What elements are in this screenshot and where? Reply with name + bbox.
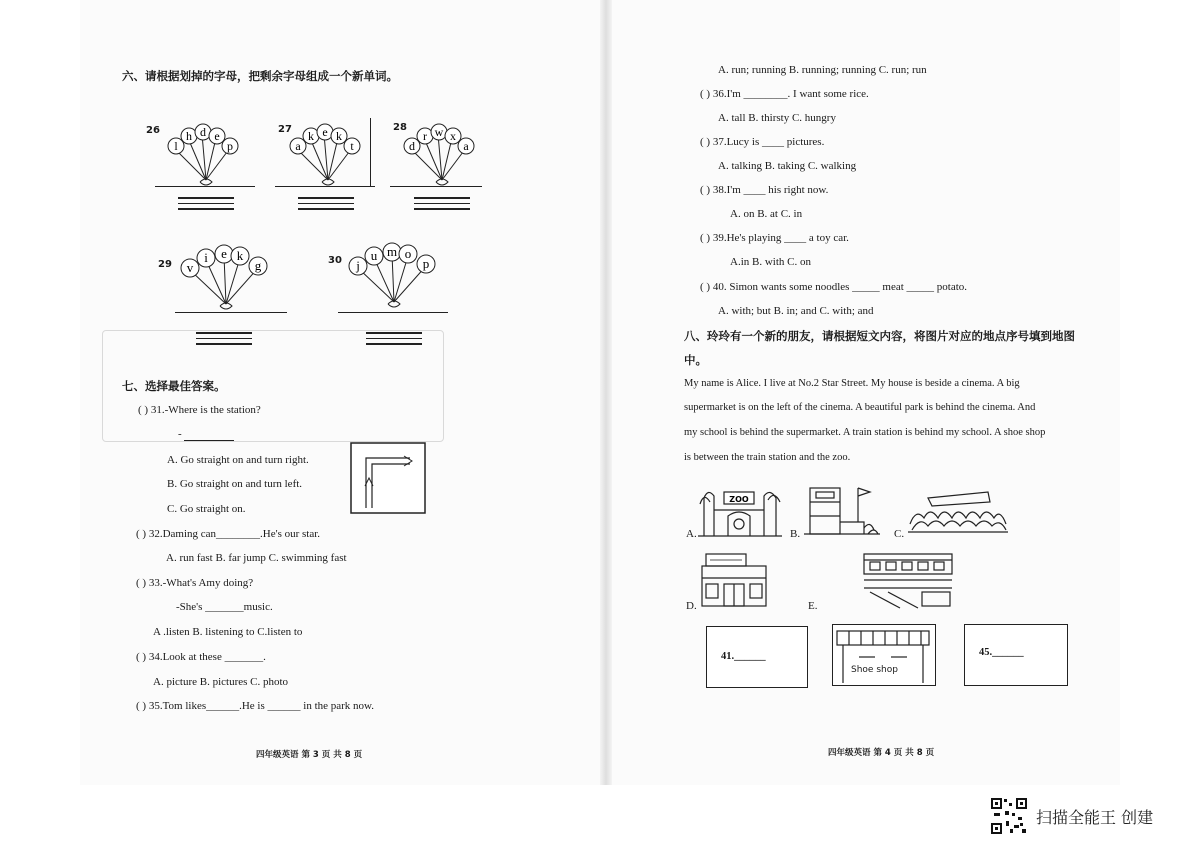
balloon-letter: k	[336, 129, 342, 143]
balloon-letter: h	[186, 129, 192, 143]
passage-line: supermarket is on the left of the cinema. A beautiful park is behind the cinema. And	[684, 402, 1036, 413]
options-37: A. talking B. taking C. walking	[718, 160, 857, 172]
item-number: 28	[393, 122, 407, 133]
qr-code-icon	[990, 797, 1028, 835]
divider	[370, 118, 371, 186]
scanner-watermark	[990, 797, 1153, 835]
right-page	[610, 0, 1120, 785]
item-number: 30	[328, 255, 342, 266]
map-box-label: 41.______	[721, 651, 766, 662]
divider	[390, 186, 482, 187]
school-building-picture	[804, 482, 880, 538]
item-number: 29	[158, 259, 172, 270]
option-31a: A. Go straight on and turn right.	[167, 454, 309, 466]
answer-blank	[184, 440, 234, 441]
map-box-41[interactable]	[706, 626, 808, 688]
left-page	[80, 0, 602, 785]
question-40: ( ) 40. Simon wants some noodles _____ meat _____ potato.	[700, 281, 968, 293]
picture-label-e: E.	[808, 600, 818, 612]
balloon-letter: j	[356, 258, 360, 273]
options-38: A. on B. at C. in	[730, 208, 803, 220]
options-34: A. picture B. pictures C. photo	[153, 676, 289, 688]
question-37: ( ) 37.Lucy is ____ pictures.	[700, 136, 825, 148]
route-diagram	[350, 442, 426, 514]
balloon-letter: r	[423, 129, 427, 143]
balloon-letter: v	[186, 260, 194, 275]
question-31: ( ) 31.-Where is the station?	[138, 404, 261, 416]
option-31c: C. Go straight on.	[167, 503, 246, 515]
question-39: ( ) 39.He's playing ____ a toy car.	[700, 232, 849, 244]
answer-dash: -	[178, 428, 182, 440]
question-35: ( ) 35.Tom likes______.He is ______ in the park now.	[136, 700, 375, 712]
answer-lines-26	[178, 197, 234, 214]
balloon-letter: a	[463, 139, 469, 153]
item-number: 26	[146, 125, 160, 136]
options-33: A .listen B. listening to C.listen to	[153, 626, 303, 638]
balloon-letter: o	[404, 246, 412, 261]
balloon-letter: e	[322, 125, 328, 139]
section6-heading: 六、请根据划掉的字母，把剩余字母组成一个新单词。	[122, 69, 398, 83]
map-box-45[interactable]	[964, 624, 1068, 686]
balloon-letter: p	[422, 256, 430, 271]
supermarket-picture	[698, 548, 770, 608]
balloon-bunch-29	[180, 242, 272, 312]
divider	[175, 312, 287, 313]
balloon-bunch-30	[348, 240, 440, 310]
zoo-sign-text: ZOO	[729, 495, 749, 504]
passage-line: My name is Alice. I live at No.2 Star Street. My house is beside a cinema. A big	[684, 378, 1020, 389]
picture-label-a: A.	[686, 528, 697, 540]
balloon-letter: d	[200, 125, 206, 139]
question-33: ( ) 33.-What's Amy doing?	[136, 577, 254, 589]
question-32: ( ) 32.Daming can________.He's our star.	[136, 528, 321, 540]
shoe-shop-label: Shoe shop	[851, 665, 898, 675]
answer-lines-29	[196, 332, 252, 349]
answer-lines-27	[298, 197, 354, 214]
balloon-bunch-27	[288, 122, 368, 188]
options-32: A. run fast B. far jump C. swimming fast	[166, 552, 347, 564]
balloon-letter: l	[174, 139, 178, 153]
balloon-letter: k	[308, 129, 314, 143]
question-33-sub: -She's _______music.	[176, 601, 273, 613]
passage-line: is between the train station and the zoo.	[684, 452, 851, 463]
balloon-letter: e	[214, 129, 220, 143]
park-picture	[908, 484, 1008, 536]
options-36: A. tall B. thirsty C. hungry	[718, 112, 836, 124]
question-38: ( ) 38.I'm ____ his right now.	[700, 184, 829, 196]
balloon-bunch-26	[166, 122, 246, 188]
options-35: A. run; running B. running; running C. run; run	[718, 64, 927, 76]
balloon-letter: e	[221, 246, 227, 261]
shoe-shop-box	[832, 624, 936, 686]
answer-lines-28	[414, 197, 470, 214]
question-34: ( ) 34.Look at these _______.	[136, 651, 266, 663]
watermark-text: 扫描全能王 创建	[1036, 807, 1154, 827]
balloon-letter: p	[227, 139, 233, 153]
balloon-letter: k	[236, 248, 244, 263]
zoo-gate-picture	[698, 482, 782, 538]
balloon-letter: g	[254, 258, 262, 273]
balloon-letter: a	[295, 139, 301, 153]
balloon-letter: t	[350, 139, 354, 153]
section8-heading-cont: 中。	[684, 353, 707, 367]
item-number: 27	[278, 124, 292, 135]
page-footer-left: 四年级英语 第 3 页 共 8 页	[256, 750, 363, 760]
balloon-letter: x	[450, 129, 456, 143]
balloon-letter: w	[434, 125, 444, 139]
divider	[338, 312, 448, 313]
passage-line: my school is behind the supermarket. A train station is behind my school. A shoe shop	[684, 427, 1046, 438]
map-box-label: 45.______	[979, 647, 1024, 658]
option-31b: B. Go straight on and turn left.	[167, 478, 303, 490]
balloon-letter: i	[204, 250, 208, 265]
balloon-bunch-28	[402, 122, 482, 188]
section8-heading: 八、玲玲有一个新的朋友，请根据短文内容，将图片对应的地点序号填到地图	[684, 329, 1075, 343]
answer-lines-30	[366, 332, 422, 349]
divider	[155, 186, 255, 187]
train-station-picture	[860, 548, 956, 610]
picture-label-b: B.	[790, 528, 801, 540]
section7-heading: 七、选择最佳答案。	[122, 379, 226, 393]
question-36: ( ) 36.I'm ________. I want some rice.	[700, 88, 869, 100]
divider	[275, 186, 375, 187]
balloon-letter: d	[409, 139, 415, 153]
picture-label-c: C.	[894, 528, 905, 540]
page-footer-right: 四年级英语 第 4 页 共 8 页	[828, 748, 935, 758]
options-40: A. with; but B. in; and C. with; and	[718, 305, 874, 317]
picture-label-d: D.	[686, 600, 697, 612]
balloon-letter: u	[370, 248, 378, 263]
options-39: A.in B. with C. on	[730, 256, 811, 268]
balloon-letter: m	[386, 244, 398, 259]
